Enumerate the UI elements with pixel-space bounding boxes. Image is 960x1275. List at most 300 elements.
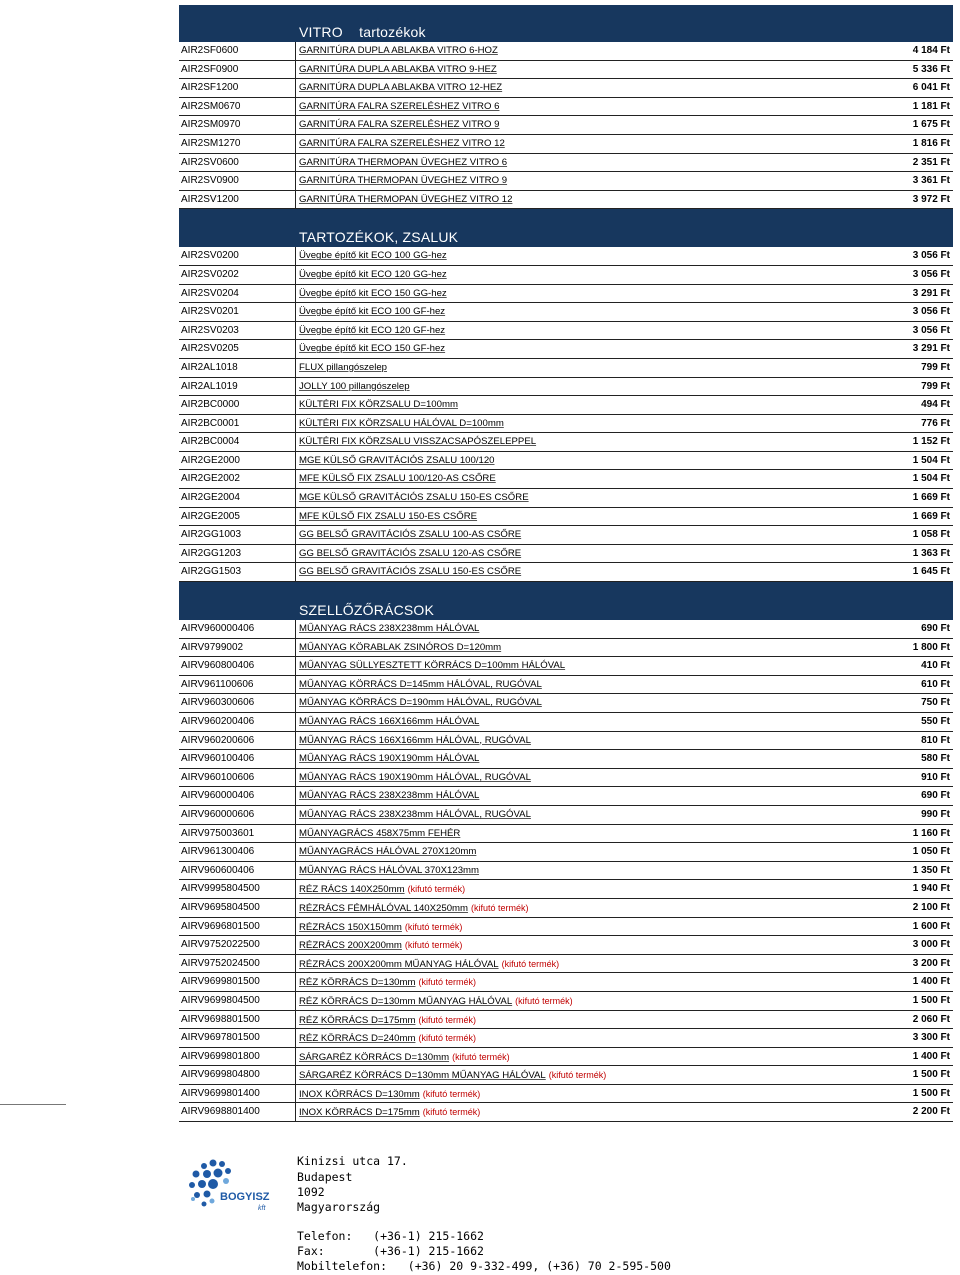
product-description-cell bbox=[295, 694, 843, 712]
table-row bbox=[179, 452, 953, 471]
product-price: 5 336 Ft bbox=[912, 63, 950, 75]
table-row bbox=[179, 973, 953, 992]
product-description-cell bbox=[295, 620, 843, 638]
product-price: 1 058 Ft bbox=[912, 529, 950, 541]
product-code: AIRV9799002 bbox=[181, 641, 244, 653]
product-code: AIR2SV0201 bbox=[181, 306, 239, 318]
product-price: 1 400 Ft bbox=[912, 1050, 950, 1062]
product-code: AIRV9699804500 bbox=[181, 994, 260, 1006]
table-row bbox=[179, 154, 953, 173]
table-row bbox=[179, 1103, 953, 1122]
discontinued-tag: (kifutó termék) bbox=[404, 940, 463, 951]
product-code: AIR2SM0970 bbox=[181, 119, 241, 131]
product-description-cell bbox=[295, 359, 843, 377]
product-description: GARNITÚRA DUPLA ABLAKBA VITRO 12-HEZ bbox=[299, 82, 503, 94]
product-description: MŰANYAG KÖRRÁCS D=190mm HÁLÓVAL, RUGÓVAL bbox=[299, 697, 542, 709]
product-description: MŰANYAG RÁCS 190X190mm HÁLÓVAL, RUGÓVAL bbox=[299, 771, 531, 783]
product-code: AIRV9696801500 bbox=[181, 920, 260, 932]
product-price: 1 669 Ft bbox=[912, 510, 950, 522]
product-price: 990 Ft bbox=[921, 808, 950, 820]
table-row bbox=[179, 61, 953, 80]
address-zip: 1092 bbox=[297, 1185, 325, 1199]
product-code: AIRV960600406 bbox=[181, 864, 255, 876]
product-code: AIRV960000606 bbox=[181, 808, 255, 820]
product-description: MFE KÜLSŐ FIX ZSALU 150-ES CSŐRE bbox=[299, 510, 478, 522]
discontinued-tag: (kifutó termék) bbox=[407, 884, 466, 895]
product-description: Üvegbe építő kit ECO 150 GG-hez bbox=[299, 287, 447, 299]
product-code: AIRV9698801500 bbox=[181, 1013, 260, 1025]
product-description: RÉZRÁCS FÉMHÁLÓVAL 140X250mm bbox=[299, 902, 469, 914]
product-description-cell bbox=[295, 918, 843, 936]
product-description-cell bbox=[295, 1103, 843, 1121]
product-description-cell bbox=[295, 750, 843, 768]
product-description-cell bbox=[295, 172, 843, 190]
product-code: AIR2SV0900 bbox=[181, 175, 239, 187]
product-description-cell bbox=[295, 639, 843, 657]
table-row bbox=[179, 378, 953, 397]
product-description: GG BELSŐ GRAVITÁCIÓS ZSALU 100-AS CSŐRE bbox=[299, 529, 522, 541]
discontinued-tag: (kifutó termék) bbox=[422, 1088, 481, 1099]
product-code: AIR2BC0001 bbox=[181, 417, 240, 429]
product-code: AIR2GE2004 bbox=[181, 492, 240, 504]
section-header bbox=[179, 209, 953, 247]
product-description-cell bbox=[295, 1066, 843, 1084]
section-header bbox=[179, 582, 953, 620]
section-title: SZELLŐZŐRÁCSOK bbox=[299, 602, 435, 619]
product-description-cell bbox=[295, 135, 843, 153]
product-description: MŰANYAG RÁCS 238X238mm HÁLÓVAL, RUGÓVAL bbox=[299, 808, 531, 820]
product-price: 3 300 Ft bbox=[912, 1032, 950, 1044]
product-code: AIRV960000406 bbox=[181, 623, 255, 635]
product-description: MŰANYAG SÜLLYESZTETT KÖRRÁCS D=100mm HÁLÓVAL bbox=[299, 660, 566, 672]
table-row bbox=[179, 303, 953, 322]
product-code: AIR2SV0204 bbox=[181, 287, 239, 299]
product-price: 4 184 Ft bbox=[912, 45, 950, 56]
table-row bbox=[179, 135, 953, 154]
product-description-cell bbox=[295, 452, 843, 470]
product-description: RÉZ RÁCS 140X250mm bbox=[299, 884, 405, 896]
product-description: KÜLTÉRI FIX KÖRZSALU D=100mm bbox=[299, 399, 458, 411]
table-row bbox=[179, 843, 953, 862]
product-price: 3 056 Ft bbox=[912, 268, 950, 280]
discontinued-tag: (kifutó termék) bbox=[404, 921, 463, 932]
table-row bbox=[179, 955, 953, 974]
product-description-cell bbox=[295, 1011, 843, 1029]
product-description: RÉZ KÖRRÁCS D=130mm MŰANYAG HÁLÓVAL bbox=[299, 995, 513, 1007]
table-row bbox=[179, 769, 953, 788]
product-description: Üvegbe építő kit ECO 120 GG-hez bbox=[299, 268, 447, 280]
product-code: AIRV961100606 bbox=[181, 678, 254, 690]
product-code: AIRV9698801400 bbox=[181, 1106, 260, 1118]
product-code: AIR2SV0200 bbox=[181, 250, 239, 262]
table-row bbox=[179, 918, 953, 937]
product-price: 690 Ft bbox=[921, 623, 950, 635]
product-price: 1 669 Ft bbox=[912, 492, 950, 504]
product-description-cell bbox=[295, 787, 843, 805]
margin-mark bbox=[0, 1104, 66, 1105]
product-description-cell bbox=[295, 154, 843, 172]
product-description: Üvegbe építő kit ECO 100 GF-hez bbox=[299, 306, 446, 318]
table-row bbox=[179, 713, 953, 732]
product-price: 3 200 Ft bbox=[912, 957, 950, 969]
product-description: MGE KÜLSŐ GRAVITÁCIÓS ZSALU 100/120 bbox=[299, 454, 495, 466]
discontinued-tag: (kifutó termék) bbox=[548, 1070, 607, 1081]
table-row bbox=[179, 470, 953, 489]
product-code: AIR2SF0600 bbox=[181, 45, 239, 56]
product-description: GARNITÚRA FALRA SZERELÉSHEZ VITRO 6 bbox=[299, 100, 500, 112]
table-row bbox=[179, 1029, 953, 1048]
product-price: 1 363 Ft bbox=[912, 547, 950, 559]
product-code: AIRV9697801500 bbox=[181, 1032, 260, 1044]
product-code: AIRV9699801500 bbox=[181, 976, 260, 988]
product-description: MŰANYAG RÁCS 166X166mm HÁLÓVAL bbox=[299, 716, 480, 727]
product-description: GARNITÚRA FALRA SZERELÉSHEZ VITRO 9 bbox=[299, 119, 500, 131]
product-code: AIRV975003601 bbox=[181, 827, 255, 839]
table-row bbox=[179, 639, 953, 658]
product-price: 2 060 Ft bbox=[912, 1013, 950, 1025]
table-row bbox=[179, 79, 953, 98]
product-code: AIRV960200406 bbox=[181, 716, 255, 727]
product-code: AIRV9699801400 bbox=[181, 1087, 260, 1099]
product-description: MŰANYAG RÁCS 166X166mm HÁLÓVAL, RUGÓVAL bbox=[299, 734, 531, 746]
product-price: 3 972 Ft bbox=[912, 193, 950, 205]
table-row bbox=[179, 508, 953, 527]
product-code: AIRV961300406 bbox=[181, 846, 255, 858]
product-code: AIR2SV0202 bbox=[181, 268, 239, 280]
product-description-cell bbox=[295, 396, 843, 414]
product-code: AIRV960100406 bbox=[181, 753, 255, 765]
product-code: AIR2SM0670 bbox=[181, 100, 241, 112]
table-row bbox=[179, 172, 953, 191]
product-description: Üvegbe építő kit ECO 100 GG-hez bbox=[299, 250, 447, 262]
table-row bbox=[179, 266, 953, 285]
product-description: Üvegbe építő kit ECO 150 GF-hez bbox=[299, 343, 446, 355]
product-description-cell bbox=[295, 433, 843, 451]
product-price: 6 041 Ft bbox=[912, 82, 950, 94]
product-price: 1 500 Ft bbox=[912, 1087, 950, 1099]
logo-text: BOGYISZ bbox=[220, 1191, 270, 1203]
product-description: MŰANYAG KÖRRÁCS D=145mm HÁLÓVAL, RUGÓVAL bbox=[299, 678, 542, 690]
product-description-cell bbox=[295, 489, 843, 507]
product-description: MŰANYAG RÁCS 238X238mm HÁLÓVAL bbox=[299, 623, 480, 635]
product-description-cell bbox=[295, 769, 843, 787]
product-price: 1 645 Ft bbox=[912, 566, 950, 578]
product-price: 1 500 Ft bbox=[912, 994, 950, 1006]
discontinued-tag: (kifutó termék) bbox=[418, 1014, 476, 1025]
table-row bbox=[179, 247, 953, 266]
table-row bbox=[179, 322, 953, 341]
product-description-cell bbox=[295, 545, 843, 563]
product-price: 1 504 Ft bbox=[912, 454, 950, 466]
table-row bbox=[179, 396, 953, 415]
product-description-cell bbox=[295, 470, 843, 488]
discontinued-tag: (kifutó termék) bbox=[418, 977, 476, 988]
product-description: FLUX pillangószelep bbox=[299, 361, 387, 373]
product-code: AIRV9752024500 bbox=[181, 957, 260, 969]
product-description-cell bbox=[295, 862, 843, 880]
product-code: AIR2SV0600 bbox=[181, 156, 239, 168]
product-description-cell bbox=[295, 1029, 843, 1047]
discontinued-tag: (kifutó termék) bbox=[422, 1107, 481, 1118]
product-price: 2 351 Ft bbox=[912, 156, 950, 168]
product-code: AIR2BC0004 bbox=[181, 436, 240, 448]
table-row bbox=[179, 1048, 953, 1067]
product-description-cell bbox=[295, 79, 843, 97]
table-row bbox=[179, 750, 953, 769]
product-description-cell bbox=[295, 42, 843, 60]
table-row bbox=[179, 545, 953, 564]
product-description: GARNITÚRA THERMOPAN ÜVEGHEZ VITRO 9 bbox=[299, 175, 508, 187]
product-price: 3 000 Ft bbox=[912, 939, 950, 951]
address-country: Magyarország bbox=[297, 1200, 381, 1214]
product-price: 2 200 Ft bbox=[912, 1106, 950, 1118]
product-code: AIR2GG1503 bbox=[181, 566, 242, 578]
table-row bbox=[179, 563, 953, 582]
table-row bbox=[179, 1011, 953, 1030]
product-description: KÜLTÉRI FIX KÖRZSALU VISSZACSAPÓSZELEPPEL bbox=[299, 436, 537, 448]
product-description: MŰANYAG RÁCS HÁLÓVAL 370X123mm bbox=[299, 864, 480, 876]
product-description-cell bbox=[295, 676, 843, 694]
product-description-cell bbox=[295, 526, 843, 544]
product-description: MGE KÜLSŐ GRAVITÁCIÓS ZSALU 150-ES CSŐRE bbox=[299, 492, 529, 504]
table-row bbox=[179, 862, 953, 881]
table-row bbox=[179, 825, 953, 844]
section-title: VITRO tartozékok bbox=[299, 24, 426, 40]
product-description: MŰANYAG RÁCS 190X190mm HÁLÓVAL bbox=[299, 753, 480, 765]
product-description-cell bbox=[295, 285, 843, 303]
product-code: AIR2GE2000 bbox=[181, 454, 240, 466]
product-price: 3 056 Ft bbox=[912, 306, 950, 318]
product-price: 1 400 Ft bbox=[912, 976, 950, 988]
product-description-cell bbox=[295, 843, 843, 861]
product-price: 3 056 Ft bbox=[912, 324, 950, 336]
product-description-cell bbox=[295, 899, 843, 917]
table-row bbox=[179, 880, 953, 899]
table-row bbox=[179, 1066, 953, 1085]
product-code: AIRV960200606 bbox=[181, 734, 255, 746]
discontinued-tag: (kifutó termék) bbox=[515, 995, 573, 1006]
product-price: 1 500 Ft bbox=[912, 1069, 950, 1081]
product-price: 1 152 Ft bbox=[912, 436, 950, 448]
discontinued-tag: (kifutó termék) bbox=[418, 1033, 476, 1044]
table-row bbox=[179, 359, 953, 378]
product-price: 799 Ft bbox=[921, 380, 950, 392]
product-description: RÉZRÁCS 150X150mm bbox=[299, 921, 402, 933]
product-description-cell bbox=[295, 116, 843, 134]
product-description-cell bbox=[295, 732, 843, 750]
product-description: GARNITÚRA THERMOPAN ÜVEGHEZ VITRO 6 bbox=[299, 156, 508, 168]
product-code: AIR2GG1203 bbox=[181, 547, 242, 559]
product-description: GARNITÚRA DUPLA ABLAKBA VITRO 9-HEZ bbox=[299, 63, 497, 75]
product-description-cell bbox=[295, 1085, 843, 1103]
product-description-cell bbox=[295, 992, 843, 1010]
product-price: 1 160 Ft bbox=[912, 827, 950, 839]
product-code: AIR2SF1200 bbox=[181, 82, 239, 94]
product-code: AIR2SM1270 bbox=[181, 137, 241, 149]
product-price: 2 100 Ft bbox=[912, 901, 950, 913]
product-description: GARNITÚRA DUPLA ABLAKBA VITRO 6-HOZ bbox=[299, 45, 498, 56]
product-description-cell bbox=[295, 563, 843, 581]
product-price: 810 Ft bbox=[921, 734, 950, 746]
table-row bbox=[179, 676, 953, 695]
product-code: AIRV960000406 bbox=[181, 790, 255, 802]
product-price: 910 Ft bbox=[921, 771, 950, 783]
product-code: AIR2SV0203 bbox=[181, 324, 239, 336]
product-description: KÜLTÉRI FIX KÖRZSALU HÁLÓVAL D=100mm bbox=[299, 417, 504, 429]
product-description: GG BELSŐ GRAVITÁCIÓS ZSALU 120-AS CSŐRE bbox=[299, 547, 522, 559]
logo-subtext: kft bbox=[258, 1205, 266, 1212]
product-code: AIRV9699804800 bbox=[181, 1069, 260, 1081]
product-code: AIR2SF0900 bbox=[181, 63, 239, 75]
table-row bbox=[179, 42, 953, 61]
product-description: RÉZRÁCS 200X200mm MŰANYAG HÁLÓVAL bbox=[299, 958, 499, 970]
product-price: 1 600 Ft bbox=[912, 920, 950, 932]
product-description: INOX KÖRRÁCS D=130mm bbox=[299, 1088, 420, 1100]
product-description-cell bbox=[295, 880, 843, 898]
product-description-cell bbox=[295, 191, 843, 209]
product-description: SÁRGARÉZ KÖRRÁCS D=130mm MŰANYAG HÁLÓVAL bbox=[299, 1070, 546, 1082]
product-code: AIR2BC0000 bbox=[181, 399, 240, 411]
product-description-cell bbox=[295, 61, 843, 79]
product-price: 776 Ft bbox=[921, 417, 950, 429]
table-row bbox=[179, 787, 953, 806]
product-description: MŰANYAG KÖRABLAK ZSINÓROS D=120mm bbox=[299, 641, 502, 653]
product-price: 3 361 Ft bbox=[912, 175, 950, 187]
price-list-table bbox=[179, 5, 953, 1122]
product-price: 690 Ft bbox=[921, 790, 950, 802]
table-row bbox=[179, 191, 953, 210]
product-description: RÉZ KÖRRÁCS D=175mm bbox=[299, 1014, 416, 1026]
product-description: Üvegbe építő kit ECO 120 GF-hez bbox=[299, 324, 446, 336]
product-price: 1 050 Ft bbox=[912, 846, 950, 858]
product-description-cell bbox=[295, 322, 843, 340]
product-code: AIRV9695804500 bbox=[181, 901, 260, 913]
product-code: AIRV9699801800 bbox=[181, 1050, 260, 1062]
product-code: AIRV960300606 bbox=[181, 697, 255, 709]
product-description-cell bbox=[295, 266, 843, 284]
product-price: 580 Ft bbox=[921, 753, 950, 765]
table-row bbox=[179, 806, 953, 825]
fax-line: Fax: (+36-1) 215-1662 bbox=[297, 1244, 484, 1258]
product-description-cell bbox=[295, 340, 843, 358]
product-price: 3 291 Ft bbox=[912, 287, 950, 299]
product-description-cell bbox=[295, 955, 843, 973]
product-code: AIR2SV1200 bbox=[181, 193, 239, 205]
product-description-cell bbox=[295, 657, 843, 675]
bogyisz-logo-icon bbox=[180, 1154, 270, 1218]
product-description: SÁRGARÉZ KÖRRÁCS D=130mm bbox=[299, 1051, 450, 1063]
product-code: AIR2AL1019 bbox=[181, 380, 238, 392]
product-description: RÉZ KÖRRÁCS D=240mm bbox=[299, 1033, 416, 1045]
product-price: 410 Ft bbox=[921, 660, 950, 672]
product-description: GG BELSŐ GRAVITÁCIÓS ZSALU 150-ES CSŐRE bbox=[299, 566, 522, 578]
phone-line: Telefon: (+36-1) 215-1662 bbox=[297, 1229, 484, 1243]
section-header bbox=[179, 5, 953, 42]
product-description-cell bbox=[295, 98, 843, 116]
discontinued-tag: (kifutó termék) bbox=[452, 1051, 510, 1062]
table-row bbox=[179, 657, 953, 676]
section-title: TARTOZÉKOK, ZSALUK bbox=[299, 229, 459, 246]
product-code: AIR2AL1018 bbox=[181, 361, 238, 373]
table-row bbox=[179, 936, 953, 955]
product-code: AIRV9752022500 bbox=[181, 939, 260, 951]
product-code: AIR2GE2005 bbox=[181, 510, 240, 522]
product-price: 1 675 Ft bbox=[912, 119, 950, 131]
product-description-cell bbox=[295, 378, 843, 396]
product-description-cell bbox=[295, 303, 843, 321]
product-description: MŰANYAGRÁCS HÁLÓVAL 270X120mm bbox=[299, 846, 477, 858]
product-price: 799 Ft bbox=[921, 361, 950, 373]
product-code: AIR2GG1003 bbox=[181, 529, 242, 541]
product-price: 610 Ft bbox=[921, 678, 950, 690]
product-code: AIRV960800406 bbox=[181, 660, 255, 672]
table-row bbox=[179, 433, 953, 452]
table-row bbox=[179, 899, 953, 918]
discontinued-tag: (kifutó termék) bbox=[471, 902, 529, 913]
table-row bbox=[179, 340, 953, 359]
product-price: 1 816 Ft bbox=[912, 137, 950, 149]
product-description-cell bbox=[295, 415, 843, 433]
product-code: AIRV960100606 bbox=[181, 771, 255, 783]
product-code: AIRV9995804500 bbox=[181, 883, 260, 895]
discontinued-tag: (kifutó termék) bbox=[501, 958, 560, 969]
table-row bbox=[179, 489, 953, 508]
product-description-cell bbox=[295, 825, 843, 843]
product-code: AIR2GE2002 bbox=[181, 473, 240, 485]
address-street: Kinizsi utca 17. bbox=[297, 1154, 408, 1168]
product-description-cell bbox=[295, 973, 843, 991]
table-row bbox=[179, 992, 953, 1011]
table-row bbox=[179, 98, 953, 117]
product-description: RÉZ KÖRRÁCS D=130mm bbox=[299, 977, 416, 989]
product-description: JOLLY 100 pillangószelep bbox=[299, 380, 410, 392]
product-price: 3 291 Ft bbox=[912, 343, 950, 355]
product-price: 3 056 Ft bbox=[912, 250, 950, 262]
product-description-cell bbox=[295, 713, 843, 731]
product-description: INOX KÖRRÁCS D=175mm bbox=[299, 1107, 420, 1119]
product-description-cell bbox=[295, 1048, 843, 1066]
address-city: Budapest bbox=[297, 1170, 353, 1184]
product-description-cell bbox=[295, 247, 843, 265]
product-price: 1 350 Ft bbox=[912, 864, 950, 876]
table-row bbox=[179, 694, 953, 713]
table-row bbox=[179, 116, 953, 135]
product-description: RÉZRÁCS 200X200mm bbox=[299, 940, 402, 952]
product-code: AIR2SV0205 bbox=[181, 343, 239, 355]
table-row bbox=[179, 620, 953, 639]
product-price: 750 Ft bbox=[921, 697, 950, 709]
product-description: MŰANYAGRÁCS 458X75mm FEHÉR bbox=[299, 827, 461, 839]
product-description: MŰANYAG RÁCS 238X238mm HÁLÓVAL bbox=[299, 790, 480, 802]
table-row bbox=[179, 415, 953, 434]
product-description-cell bbox=[295, 936, 843, 954]
product-price: 1 800 Ft bbox=[912, 641, 950, 653]
mobile-line: Mobiltelefon: (+36) 20 9-332-499, (+36) 70 2-595-500 bbox=[297, 1259, 671, 1273]
product-description-cell bbox=[295, 806, 843, 824]
product-price: 1 504 Ft bbox=[912, 473, 950, 485]
table-row bbox=[179, 1085, 953, 1104]
product-description: GARNITÚRA FALRA SZERELÉSHEZ VITRO 12 bbox=[299, 137, 505, 149]
product-description: GARNITÚRA THERMOPAN ÜVEGHEZ VITRO 12 bbox=[299, 193, 513, 205]
footer bbox=[180, 1150, 880, 1275]
table-row bbox=[179, 732, 953, 751]
product-price: 1 181 Ft bbox=[912, 100, 950, 112]
product-description-cell bbox=[295, 508, 843, 526]
product-price: 550 Ft bbox=[921, 716, 950, 727]
product-price: 494 Ft bbox=[921, 399, 950, 411]
product-price: 1 940 Ft bbox=[912, 883, 950, 895]
product-description: MFE KÜLSŐ FIX ZSALU 100/120-AS CSŐRE bbox=[299, 473, 496, 485]
